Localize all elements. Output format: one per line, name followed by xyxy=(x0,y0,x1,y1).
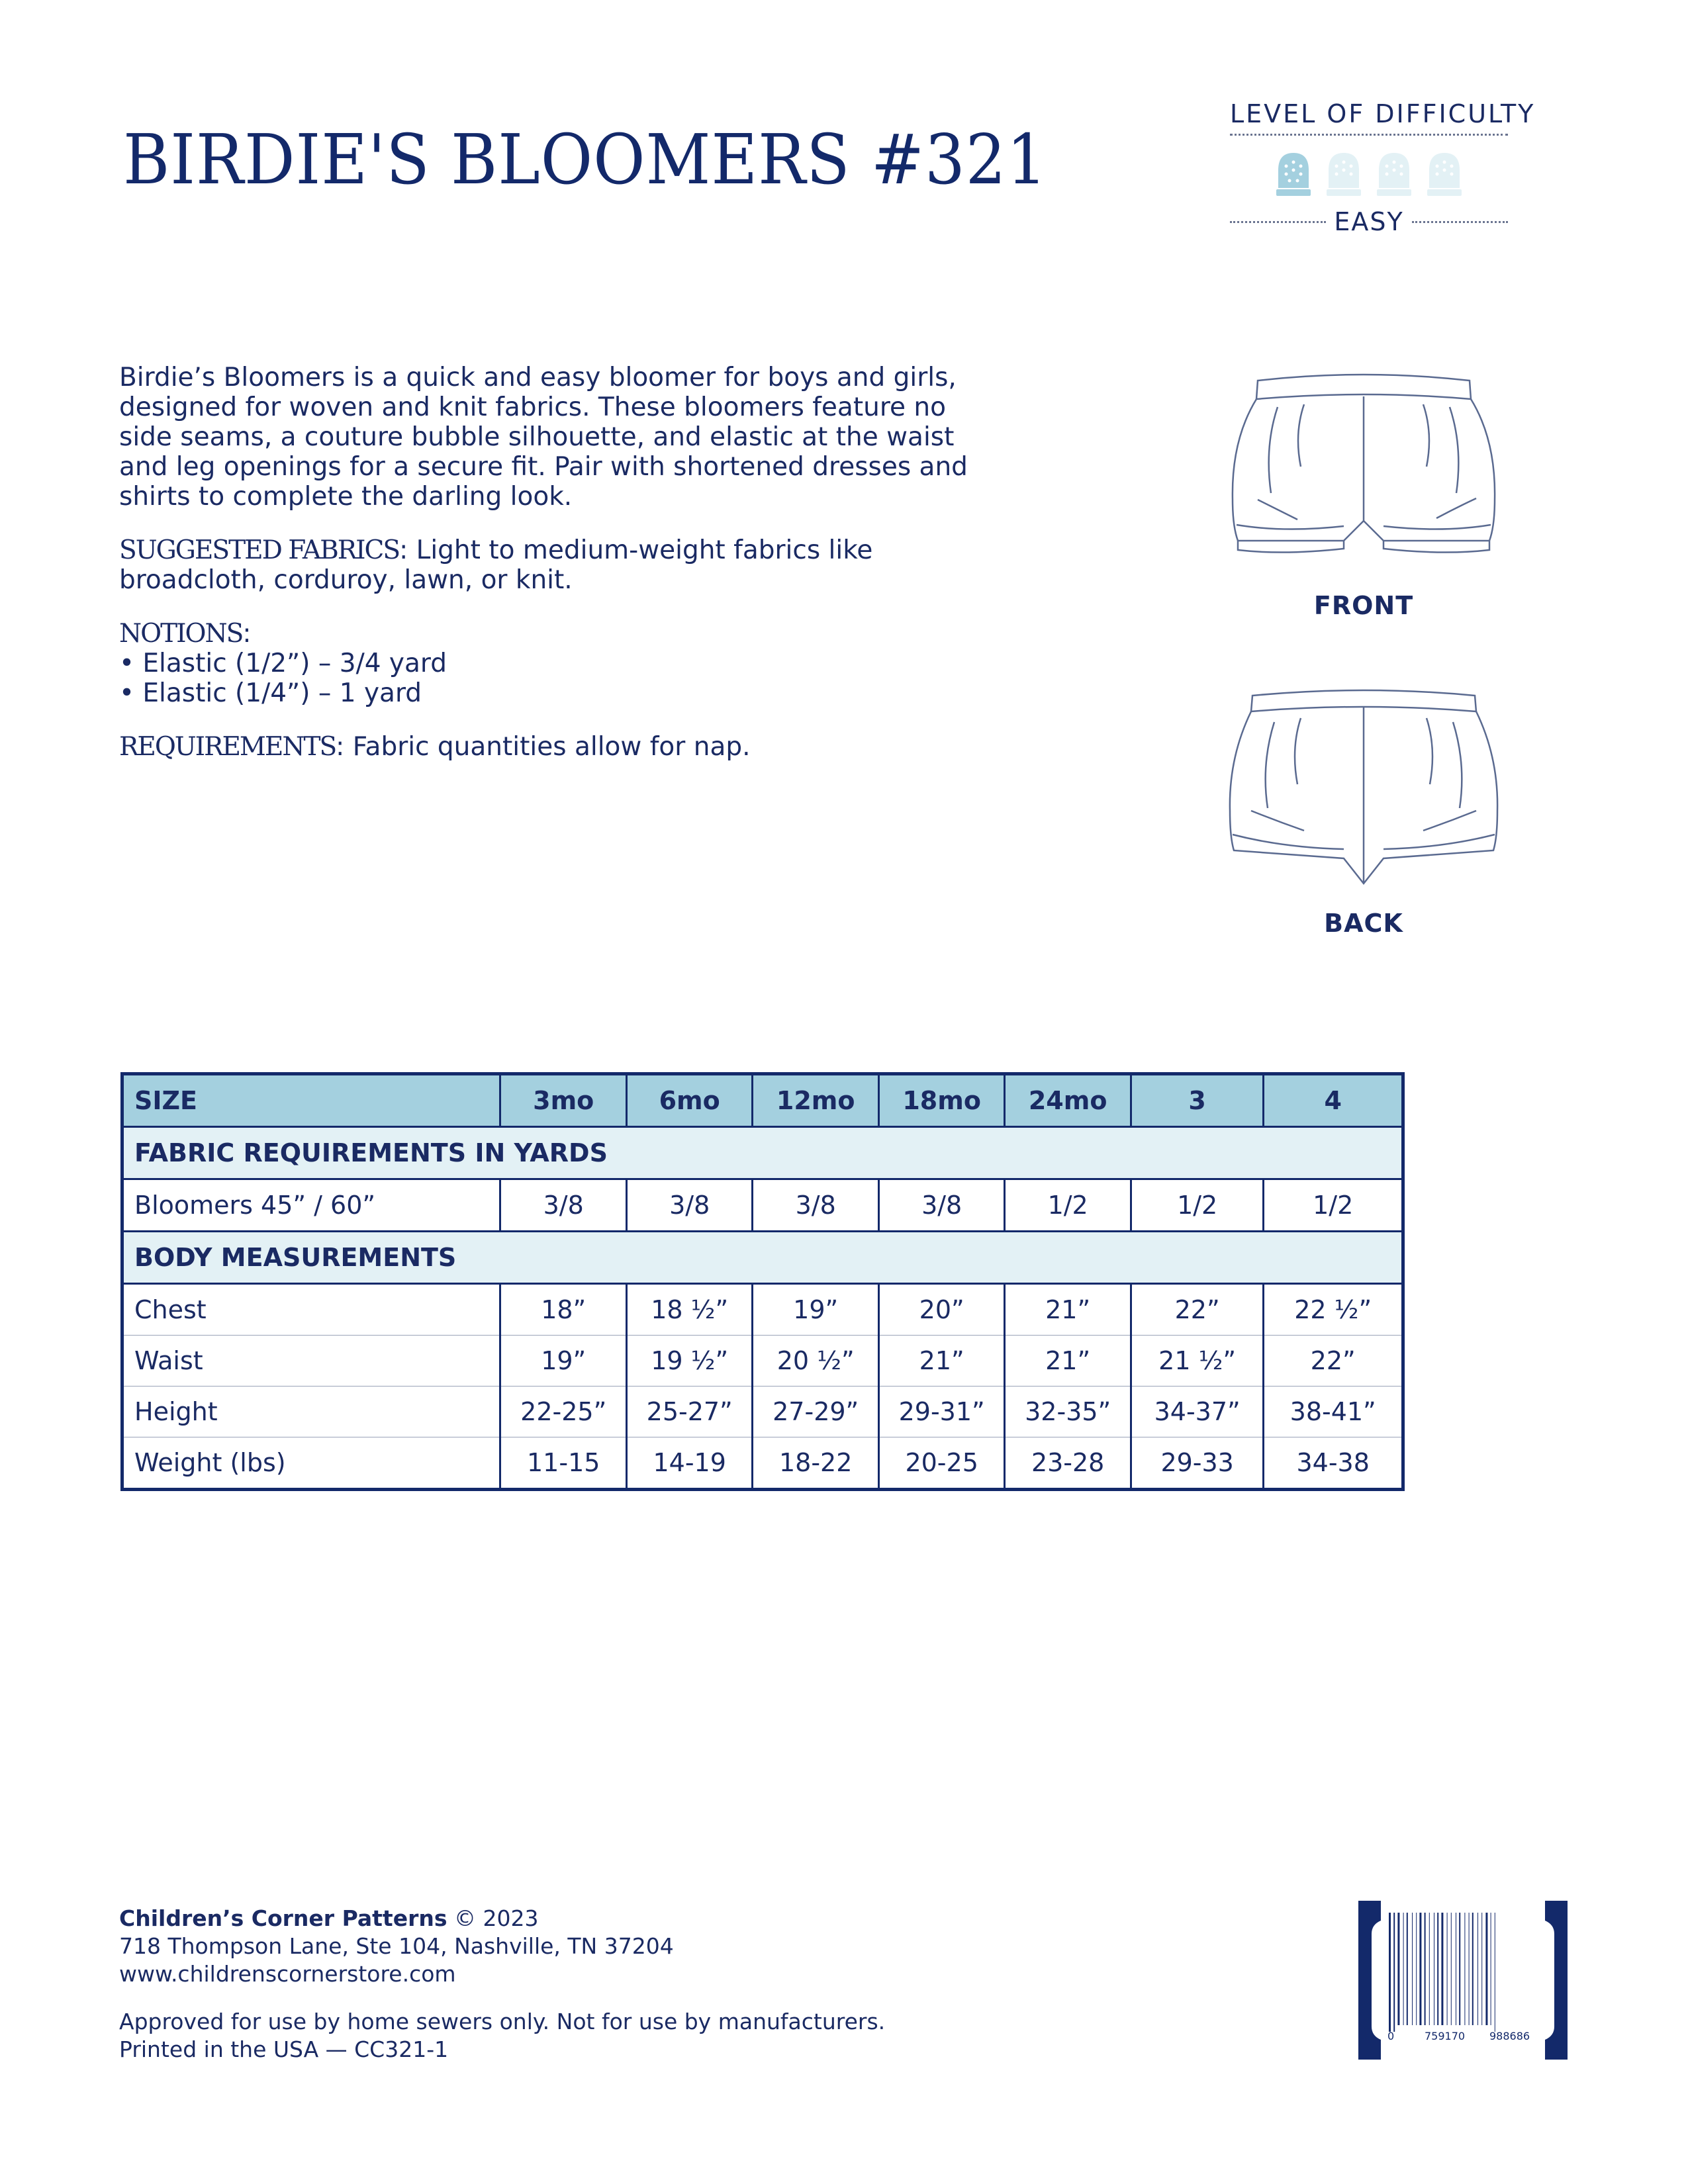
barcode-bar xyxy=(1459,1913,1460,2025)
table-cell: 32-35” xyxy=(1005,1387,1131,1437)
table-cell: 22” xyxy=(1264,1336,1403,1387)
table-cell: 29-33 xyxy=(1131,1437,1264,1490)
barcode-bar xyxy=(1389,1913,1391,2032)
pattern-description-block xyxy=(119,363,980,786)
barcode-bar xyxy=(1397,1913,1399,2025)
requirements-text: : Fabric quantities allow for nap. xyxy=(336,732,751,762)
company-name: Children’s Corner Patterns xyxy=(119,1905,447,1931)
table-cell: 25-27” xyxy=(626,1387,752,1437)
row-label: Weight (lbs) xyxy=(122,1437,500,1490)
header-cell: 6mo xyxy=(626,1074,752,1127)
table-cell: 27-29” xyxy=(753,1387,878,1437)
table-cell: 18” xyxy=(500,1284,626,1336)
table-cell: 19” xyxy=(753,1284,878,1336)
table-row xyxy=(122,1336,1403,1387)
header-cell: 12mo xyxy=(753,1074,878,1127)
section-heading: FABRIC REQUIREMENTS IN YARDS xyxy=(122,1127,1403,1179)
table-row xyxy=(122,1179,1403,1232)
table-cell: 1/2 xyxy=(1005,1179,1131,1232)
suggested-fabrics xyxy=(119,535,980,595)
table-cell: 3/8 xyxy=(753,1179,878,1232)
back-view xyxy=(1218,685,1509,938)
row-label: Bloomers 45” / 60” xyxy=(122,1179,500,1232)
table-row xyxy=(122,1387,1403,1437)
notions xyxy=(119,619,980,708)
table-cell: 18-22 xyxy=(753,1437,878,1490)
table-cell: 3/8 xyxy=(878,1179,1004,1232)
table-cell: 20” xyxy=(878,1284,1004,1336)
front-view xyxy=(1218,367,1509,620)
barcode-digits-left: 0 xyxy=(1387,2030,1395,2042)
notions-item: • Elastic (1/4”) – 1 yard xyxy=(119,678,422,708)
row-label: Waist xyxy=(122,1336,500,1387)
thimble-icon xyxy=(1374,150,1415,198)
barcode-bar xyxy=(1441,1913,1443,2025)
barcode-bar xyxy=(1429,1913,1430,2025)
table-cell: 34-38 xyxy=(1264,1437,1403,1490)
difficulty-label: LEVEL OF DIFFICULTY xyxy=(1230,99,1536,128)
table-cell: 21” xyxy=(1005,1284,1131,1336)
barcode-bar xyxy=(1469,1913,1470,2025)
barcode-bar xyxy=(1412,1913,1413,2025)
thimble-icon xyxy=(1424,150,1465,198)
barcode-bar xyxy=(1403,1913,1404,2025)
table-cell: 3/8 xyxy=(626,1179,752,1232)
printed-line: Printed in the USA — CC321-1 xyxy=(119,2036,449,2062)
description: Birdie’s Bloomers is a quick and easy bloomer for boys and girls, designed for woven and knit fabrics. These bloomers feature no side seams, a couture bubble silhouette, and elastic at the waist and leg openings for a secure fit. Pair with shortened dresses and shirts to complete the darling look. xyxy=(119,363,968,512)
section-heading: BODY MEASUREMENTS xyxy=(122,1232,1403,1284)
barcode-bar xyxy=(1472,1913,1474,2025)
section-row xyxy=(122,1232,1403,1284)
requirements xyxy=(119,732,980,762)
barcode-bar xyxy=(1393,1913,1395,2032)
barcode xyxy=(1350,1901,1575,2060)
thimble-icon xyxy=(1273,150,1314,198)
disclaimer: Approved for use by home sewers only. Not for use by manufacturers. xyxy=(119,2009,886,2034)
row-label: Chest xyxy=(122,1284,500,1336)
bloomers-front-illustration xyxy=(1218,367,1509,572)
back-caption: BACK xyxy=(1324,909,1403,938)
suggested-fabrics-heading: SUGGESTED FABRICS xyxy=(119,535,400,565)
table-cell: 20-25 xyxy=(878,1437,1004,1490)
table-cell: 20 ½” xyxy=(753,1336,878,1387)
header-cell: 18mo xyxy=(878,1074,1004,1127)
barcode-bar xyxy=(1485,1913,1487,2025)
table-cell: 11-15 xyxy=(500,1437,626,1490)
notions-item: • Elastic (1/2”) – 3/4 yard xyxy=(119,649,447,678)
table-cell: 22” xyxy=(1131,1284,1264,1336)
header-cell: 4 xyxy=(1264,1074,1403,1127)
table-row xyxy=(122,1284,1403,1336)
difficulty-panel xyxy=(1230,99,1536,236)
size-chart-table xyxy=(120,1072,1405,1491)
website-link[interactable]: www.childrenscornerstore.com xyxy=(119,1961,456,1987)
divider xyxy=(1230,221,1326,223)
table-header-row xyxy=(122,1074,1403,1127)
header-cell: 3mo xyxy=(500,1074,626,1127)
notions-heading-line: NOTIONS: xyxy=(119,619,252,649)
table-cell: 22-25” xyxy=(500,1387,626,1437)
table-cell: 19” xyxy=(500,1336,626,1387)
table-cell: 29-31” xyxy=(878,1387,1004,1437)
barcode-bar xyxy=(1407,1913,1408,2025)
barcode-bar xyxy=(1419,1913,1421,2025)
table-cell: 23-28 xyxy=(1005,1437,1131,1490)
footer xyxy=(119,1905,885,2064)
address: 718 Thompson Lane, Ste 104, Nashville, TN 37204 xyxy=(119,1933,674,1959)
suggested-fabrics-text: : Light to medium-weight fabrics like broadcloth, corduroy, lawn, or knit. xyxy=(119,535,873,595)
barcode-digits-middle: 759170 xyxy=(1425,2030,1466,2042)
table-row xyxy=(122,1437,1403,1490)
table-cell: 21” xyxy=(1005,1336,1131,1387)
header-cell: 24mo xyxy=(1005,1074,1131,1127)
header-cell: 3 xyxy=(1131,1074,1264,1127)
barcode-bar xyxy=(1464,1913,1465,2025)
divider xyxy=(1230,134,1508,136)
front-caption: FRONT xyxy=(1313,591,1414,620)
table-cell: 21” xyxy=(878,1336,1004,1387)
difficulty-thimbles xyxy=(1230,150,1508,199)
barcode-bar xyxy=(1425,1913,1426,2025)
requirements-heading: REQUIREMENTS xyxy=(119,732,336,762)
table-cell: 3/8 xyxy=(500,1179,626,1232)
thimble-icon xyxy=(1323,150,1364,198)
table-cell: 34-37” xyxy=(1131,1387,1264,1437)
section-row xyxy=(122,1127,1403,1179)
table-cell: 1/2 xyxy=(1264,1179,1403,1232)
barcode-bar xyxy=(1451,1913,1452,2025)
barcode-bar xyxy=(1437,1913,1438,2025)
company-line xyxy=(119,1905,885,1933)
barcode-bar xyxy=(1481,1913,1482,2025)
notions-heading: NOTIONS xyxy=(119,619,243,649)
difficulty-level xyxy=(1230,207,1508,236)
row-label: Height xyxy=(122,1387,500,1437)
barcode-bar xyxy=(1477,1913,1478,2025)
table-cell: 19 ½” xyxy=(626,1336,752,1387)
page-title: BIRDIE'S BLOOMERS #321 xyxy=(123,119,1048,200)
table-cell: 21 ½” xyxy=(1131,1336,1264,1387)
bloomers-back-illustration xyxy=(1218,685,1509,890)
difficulty-level-text: EASY xyxy=(1334,207,1404,236)
header-cell: SIZE xyxy=(122,1074,500,1127)
table-cell: 14-19 xyxy=(626,1437,752,1490)
barcode-bar xyxy=(1447,1913,1448,2025)
table-cell: 1/2 xyxy=(1131,1179,1264,1232)
barcode-digits-right: 988686 xyxy=(1489,2030,1530,2042)
table-cell: 18 ½” xyxy=(626,1284,752,1336)
table-cell: 38-41” xyxy=(1264,1387,1403,1437)
barcode-bar xyxy=(1416,1913,1417,2025)
divider xyxy=(1412,221,1508,223)
copyright: © 2023 xyxy=(447,1905,539,1931)
table-cell: 22 ½” xyxy=(1264,1284,1403,1336)
